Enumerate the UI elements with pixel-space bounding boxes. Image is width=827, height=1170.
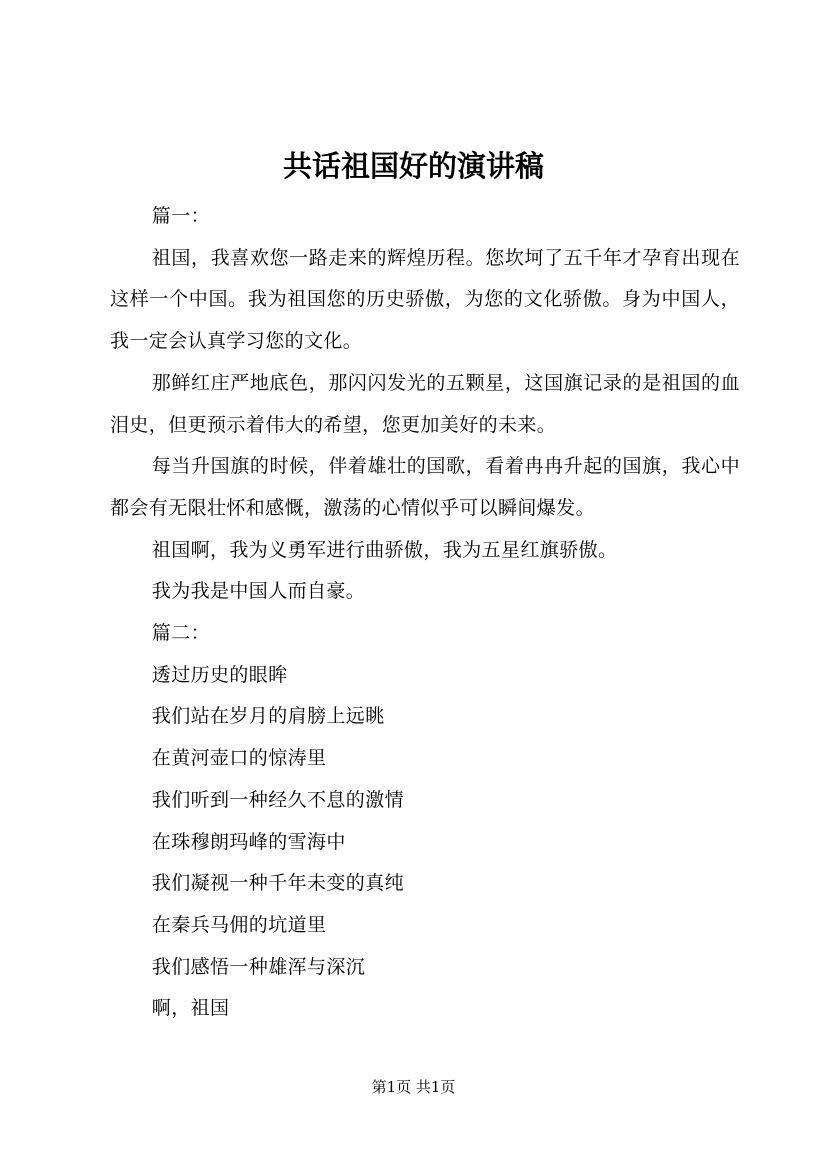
document-body xyxy=(110,196,740,1030)
poem-line: 在珠穆朗玛峰的雪海中 xyxy=(151,830,346,853)
poem-line: 我们凝视一种千年未变的真纯 xyxy=(151,872,404,895)
section-heading-1: 篇一： xyxy=(151,205,210,227)
poem-line: 透过历史的眼眸 xyxy=(151,663,288,686)
paragraph: 每当升国旗的时候，伴着雄壮的国歌，看着冉冉升起的国旗，我心中都会有无限壮怀和感慨，激荡的心情似乎可以瞬间爆发。 xyxy=(110,455,740,519)
paragraph: 祖国，我喜欢您一路走来的辉煌历程。您坎坷了五千年才孕育出现在这样一个中国。我为祖国您的历史骄傲，为您的文化骄傲。身为中国人，我一定会认真学习您的文化。 xyxy=(110,246,740,353)
poem-line: 我们站在岁月的肩膀上远眺 xyxy=(151,705,385,728)
paragraph: 那鲜红庄严地底色，那闪闪发光的五颗星，这国旗记录的是祖国的血泪史，但更预示着伟大的希望，您更加美好的未来。 xyxy=(110,371,740,436)
section-heading-2: 篇二： xyxy=(151,622,210,645)
paragraph: 我为我是中国人而自豪。 xyxy=(151,580,366,603)
page-footer: 第1页 共1页 xyxy=(371,1078,456,1096)
poem-line: 啊，祖国 xyxy=(151,997,230,1020)
poem-line: 我们听到一种经久不息的激情 xyxy=(151,788,404,811)
paragraph: 祖国啊，我为义勇军进行曲骄傲，我为五星红旗骄傲。 xyxy=(151,538,618,561)
poem-line: 我们感悟一种雄浑与深沉 xyxy=(151,955,366,978)
poem-line: 在黄河壶口的惊涛里 xyxy=(151,747,327,770)
poem-line: 在秦兵马佣的坑道里 xyxy=(151,913,327,936)
document-title: 共话祖国好的演讲稿 xyxy=(282,149,544,183)
